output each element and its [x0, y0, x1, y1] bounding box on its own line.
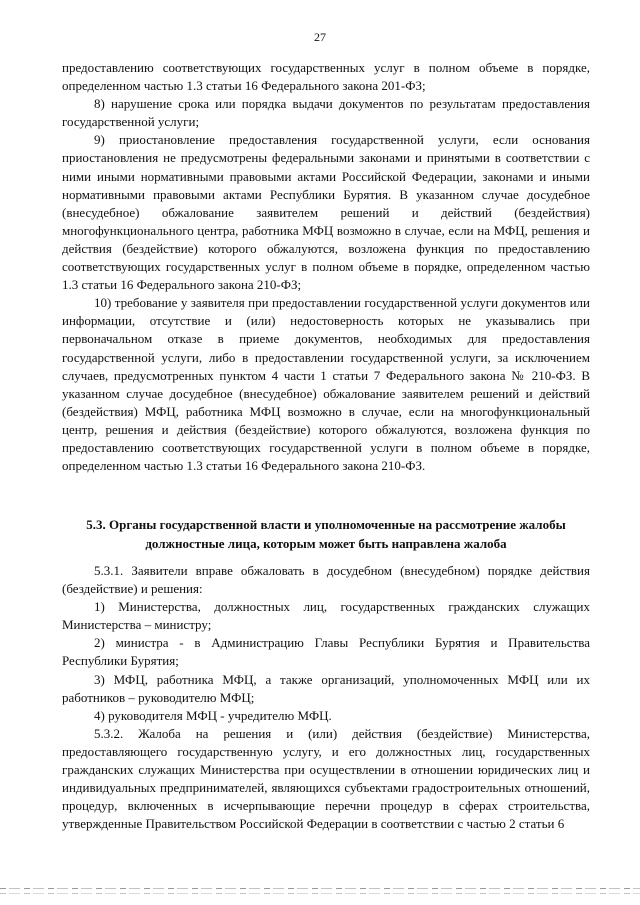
list-item-4: 4) руководителя МФЦ - учредителю МФЦ.	[94, 707, 332, 723]
paragraph-5-3-1: 5.3.1. Заявители вправе обжаловать в досудебном (внесудебном) порядке действия (бездействие) и решения:	[62, 563, 590, 597]
paragraph-continuation: предоставлению соответствующих государственных услуг в полном объеме в порядке, определенном частью 1.3 статьи 16 Федерального закона 201-ФЗ;	[62, 60, 590, 94]
paragraph-item-8: 8) нарушение срока или порядка выдачи документов по результатам предоставления государственной услуги;	[62, 96, 590, 130]
section-heading: 5.3. Органы государственной власти и уполномоченные на рассмотрение жалобы должностные лица, которым может быть направлена жалоба	[86, 517, 566, 551]
body-text-bottom	[62, 562, 590, 833]
scan-artifact-line	[0, 893, 640, 894]
paragraph-item-10: 10) требование у заявителя при предоставлении государственной услуги документов или информации, отсутствие и (или) недостоверность которых не указывались при первоначальном отказе в приеме документов, необходимых для предоставления государственной услуги, либо в предоставлении государственной услуги, за исключением случаев, предусмотренных пунктом 4 части 1 статьи 7 Федерального закона № 210-ФЗ. В указанном случае досудебное (внесудебное) обжалование заявителем решений и действий (бездействия) МФЦ, работника МФЦ возможно в случае, если на многофункциональный центр, решения и действия (бездействие) которого обжалуются, возложена функция по предоставлению соответствующих государственной услуги в полном объеме в порядке, определенном частью 1.3 статьи 16 Федерального закона 210-ФЗ.	[62, 295, 590, 474]
list-item-1: 1) Министерства, должностных лиц, государственных гражданских служащих Министерства – министру;	[62, 599, 590, 633]
list-item-3: 3) МФЦ, работника МФЦ, а также организаций, уполномоченных МФЦ или их работников – руководителю МФЦ;	[62, 671, 590, 705]
scan-artifact-line	[0, 888, 640, 889]
paragraph-item-9: 9) приостановление предоставления государственной услуги, если основания приостановления не предусмотрены федеральными законами и принятыми в соответствии с ними иными нормативными правовыми актами Российской Федерации, законами и иными нормативными правовыми актами Республики Бурятия. В указанном случае досудебное (внесудебное) обжалование заявителем решений и действий (бездействия) многофункционального центра, работника МФЦ возможно в случае, если на МФЦ, решения и действия (бездействие) которого обжалуются, возложена функция по предоставлению соответствующих государственных услуг в полном объеме в порядке, определенном частью 1.3 статьи 16 Федерального закона 210-ФЗ;	[62, 132, 590, 293]
page-number: 27	[314, 30, 326, 44]
list-item-2: 2) министра - в Администрацию Главы Республики Бурятия и Правительства Республики Бурятия;	[62, 635, 590, 669]
paragraph-5-3-2: 5.3.2. Жалоба на решения и (или) действия (бездействие) Министерства, предоставляющего государственную услугу, и его должностных лиц, государственных гражданских служащих Министерства при осуществлении в отношении юридических лиц и индивидуальных предпринимателей, являющихся субъектами градостроительных отношений, процедур, включенных в исчерпывающие перечни процедур в сферах строительства, утвержденные Правительством Российской Федерации в соответствии с частью 2 статьи 6	[62, 725, 590, 832]
body-text-top	[62, 59, 590, 475]
